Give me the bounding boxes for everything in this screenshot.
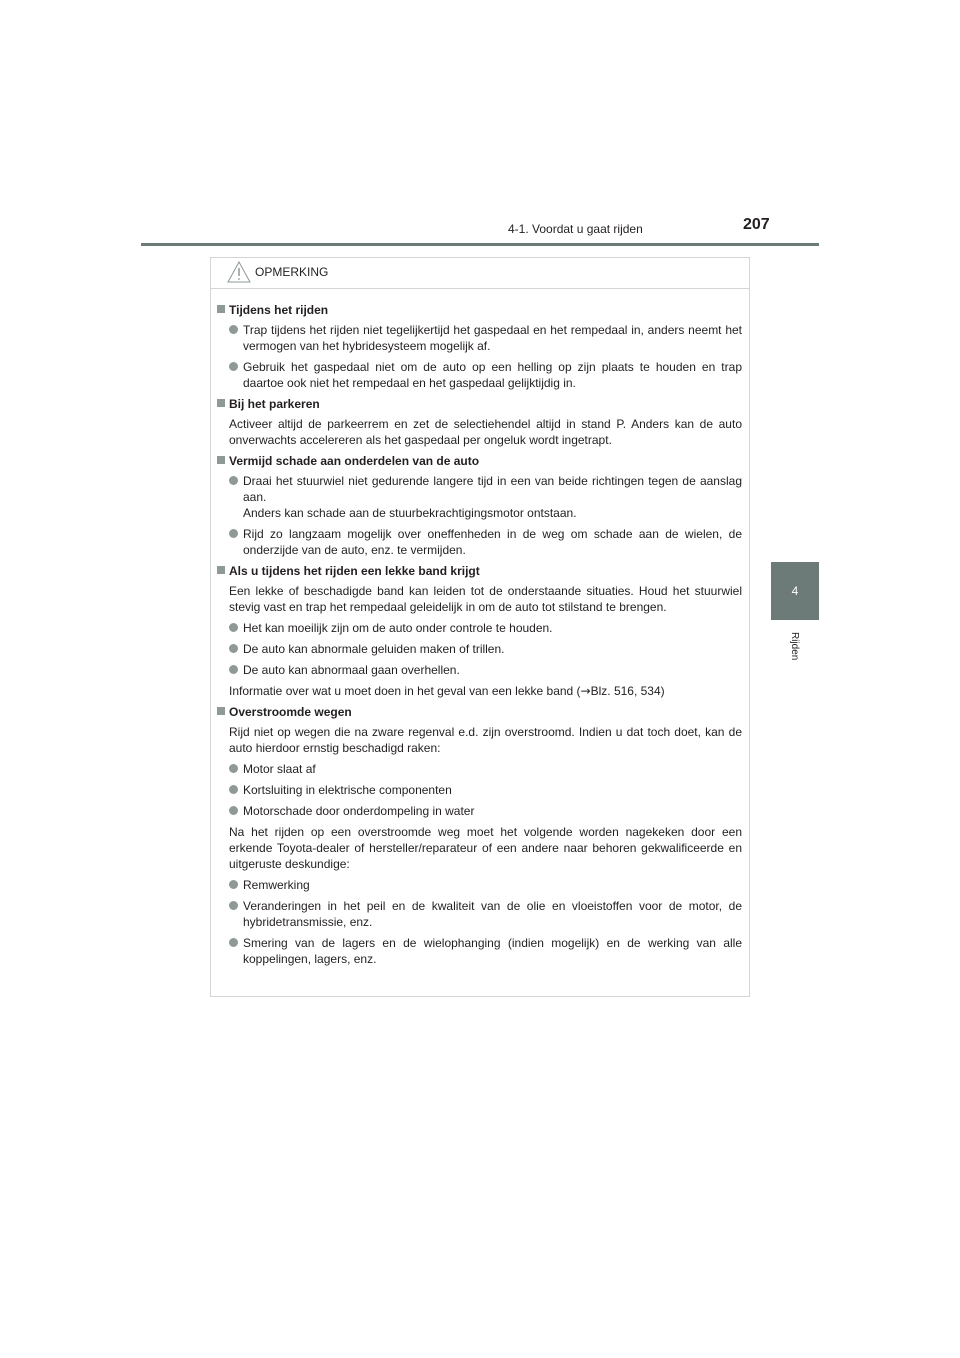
header-rule [141, 243, 819, 246]
round-bullet-icon [229, 938, 238, 947]
list-item: Trap tijdens het rijden niet tegelijkertijd het gaspedaal en het rempedaal in, anders neemt het vermogen van het hybridesysteem mogelijk af. [217, 322, 742, 354]
round-bullet-icon [229, 623, 238, 632]
section-flooded-roads [217, 704, 742, 967]
list-item: De auto kan abnormaal gaan overhellen. [217, 662, 742, 678]
round-bullet-icon [229, 325, 238, 334]
note-header [211, 258, 749, 289]
round-bullet-icon [229, 806, 238, 815]
note-title: OPMERKING [255, 265, 329, 279]
paragraph: Een lekke of beschadigde band kan leiden tot de onderstaande situaties. Houd het stuurwiel stevig vast en trap het rempedaal geleidelijk in om de auto tot stilstand te brengen. [229, 584, 742, 614]
section-title: Vermijd schade aan onderdelen van de auto [217, 453, 742, 469]
chapter-number: 4 [791, 584, 799, 598]
square-bullet-icon [217, 399, 225, 407]
round-bullet-icon [229, 785, 238, 794]
round-bullet-icon [229, 901, 238, 910]
round-bullet-icon [229, 529, 238, 538]
page-reference: Informatie over wat u moet doen in het geval van een lekke band (→Blz. 516, 534) [229, 684, 665, 698]
header-section-title: 4-1. Voordat u gaat rijden [508, 222, 643, 236]
list-item: Draai het stuurwiel niet gedurende langere tijd in een van beide richtingen tegen de aanslag aan. Anders kan schade aan de stuurbekrachtigingsmotor ontstaan. [217, 473, 742, 521]
list-item: Rijd zo langzaam mogelijk over oneffenheden in de weg om schade aan de wielen, de onderzijde van de auto, enz. te vermijden. [217, 526, 742, 558]
list-item: De auto kan abnormale geluiden maken of trillen. [217, 641, 742, 657]
round-bullet-icon [229, 476, 238, 485]
note-body [211, 289, 749, 967]
list-item: Veranderingen in het peil en de kwaliteit van de olie en vloeistoffen voor de motor, de hybridetransmissie, enz. [217, 898, 742, 930]
note-box [210, 257, 750, 997]
list-item: Kortsluiting in elektrische componenten [217, 782, 742, 798]
paragraph: Na het rijden op een overstroomde weg moet het volgende worden nagekeken door een erkende Toyota-dealer of hersteller/reparateur of een andere naar behoren gekwalificeerde en uitgeruste deskundige: [229, 825, 742, 871]
section-title: Als u tijdens het rijden een lekke band krijgt [217, 563, 742, 579]
round-bullet-icon [229, 362, 238, 371]
square-bullet-icon [217, 456, 225, 464]
paragraph: Rijd niet op wegen die na zware regenval e.d. zijn overstroomd. Indien u dat toch doet, kan de auto hierdoor ernstig beschadigd raken: [229, 725, 742, 755]
section-avoid-damage [217, 453, 742, 558]
section-title: Bij het parkeren [217, 396, 742, 412]
section-flat-tire [217, 563, 742, 699]
chapter-tab [771, 562, 819, 620]
square-bullet-icon [217, 566, 225, 574]
paragraph: Activeer altijd de parkeerrem en zet de selectiehendel altijd in stand P. Anders kan de auto onverwachts accelereren als het gaspedaal per ongeluk wordt ingetrapt. [229, 417, 742, 447]
section-driving [217, 302, 742, 391]
section-title: Tijdens het rijden [217, 302, 742, 318]
section-title: Overstroomde wegen [217, 704, 742, 720]
warning-triangle-icon [227, 261, 251, 283]
chapter-label: Rijden [789, 632, 800, 661]
round-bullet-icon [229, 764, 238, 773]
page-number: 207 [743, 216, 770, 233]
round-bullet-icon [229, 644, 238, 653]
list-item: Remwerking [217, 877, 742, 893]
section-parking [217, 396, 742, 448]
arrow-right-icon: → [580, 684, 591, 698]
square-bullet-icon [217, 305, 225, 313]
list-item: Smering van de lagers en de wielophanging (indien mogelijk) en de werking van alle koppelingen, lagers, enz. [217, 935, 742, 967]
list-item: Het kan moeilijk zijn om de auto onder controle te houden. [217, 620, 742, 636]
list-item: Gebruik het gaspedaal niet om de auto op een helling op zijn plaats te houden en trap daartoe ook niet het rempedaal en het gaspedaal gelijktijdig in. [217, 359, 742, 391]
list-item: Motorschade door onderdompeling in water [217, 803, 742, 819]
list-item: Motor slaat af [217, 761, 742, 777]
round-bullet-icon [229, 880, 238, 889]
square-bullet-icon [217, 707, 225, 715]
round-bullet-icon [229, 665, 238, 674]
